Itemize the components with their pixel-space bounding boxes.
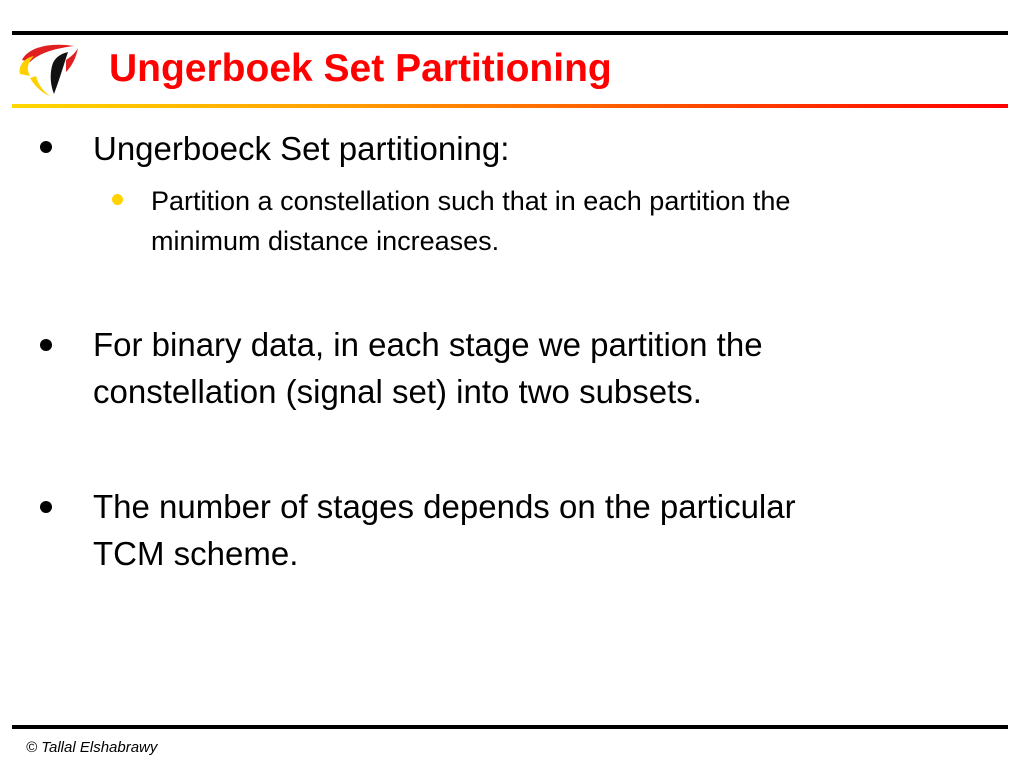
title-gradient-rule bbox=[12, 104, 1008, 108]
bullet-text: Ungerboeck Set partitioning: bbox=[93, 130, 510, 167]
sub-bullet-text-line1: Partition a constellation such that in each partition the bbox=[151, 186, 791, 216]
bullet-text-line1: For binary data, in each stage we partition the bbox=[93, 326, 763, 363]
bottom-rule bbox=[12, 725, 1008, 729]
bullet-text-line2: TCM scheme. bbox=[93, 535, 299, 572]
sub-bullet-text-line2: minimum distance increases. bbox=[151, 226, 500, 256]
bullet-dot bbox=[40, 141, 52, 153]
bullet-dot bbox=[40, 501, 52, 513]
red-yellow-v-swirl-logo-icon bbox=[14, 38, 84, 102]
bullet-text-line2: constellation (signal set) into two subsets. bbox=[93, 373, 702, 410]
slide-title: Ungerboek Set Partitioning bbox=[109, 47, 612, 90]
footer-copyright: © Tallal Elshabrawy bbox=[26, 739, 158, 756]
bullet-text-line1: The number of stages depends on the particular bbox=[93, 488, 796, 525]
bullet-dot bbox=[40, 339, 52, 351]
top-rule bbox=[12, 31, 1008, 35]
sub-bullet-dot bbox=[112, 194, 123, 205]
